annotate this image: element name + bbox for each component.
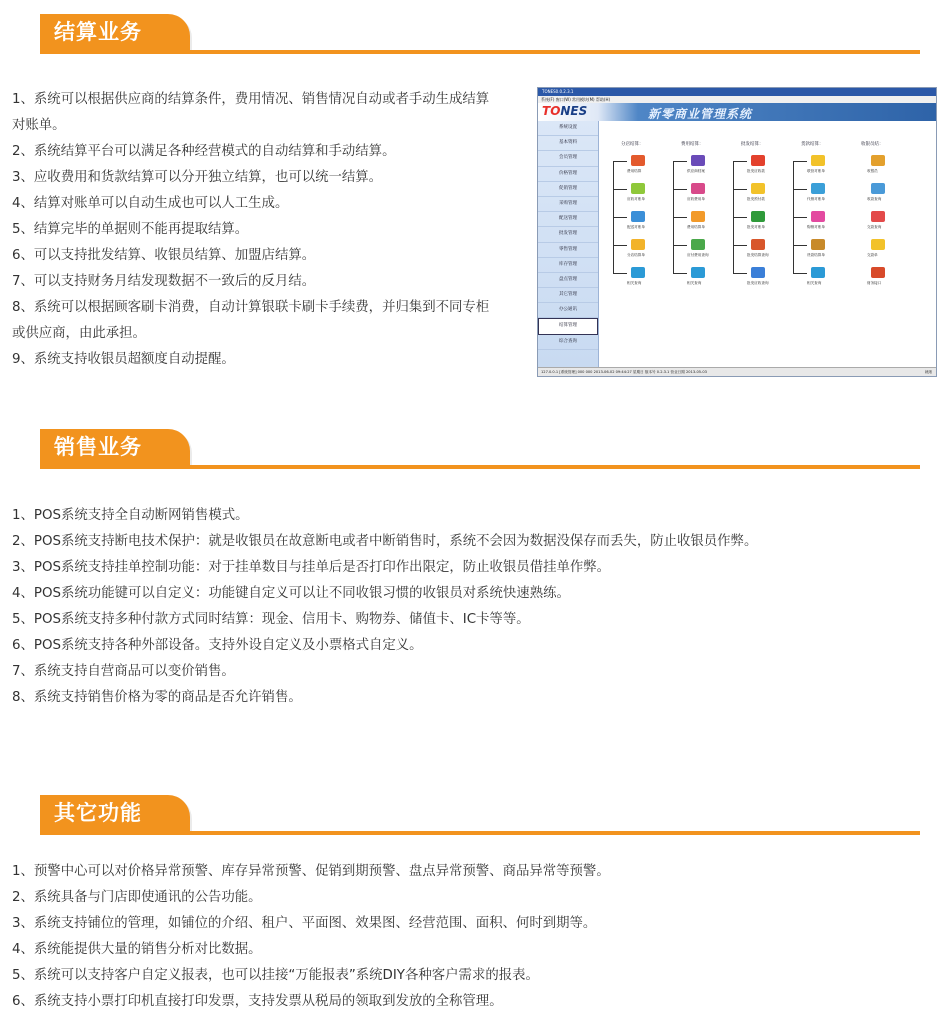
tree-line bbox=[733, 189, 747, 190]
tree-line bbox=[733, 217, 747, 218]
module-label: 供应商档案 bbox=[687, 169, 705, 173]
sidebar-item: 系统设置 bbox=[538, 121, 598, 136]
list-item: 3、系统支持铺位的管理，如铺位的介绍、租户、平面图、效果图、经营范围、面积、何时到期等。 bbox=[12, 916, 597, 931]
tree-line bbox=[793, 245, 807, 246]
module-label: 收银员 bbox=[867, 169, 878, 173]
list-item: 4、系统能提供大量的销售分析对比数据。 bbox=[12, 942, 262, 957]
list-item: 2、系统结算平台可以满足各种经营模式的自动结算和手动结算。 bbox=[12, 144, 396, 159]
module-label: 收款查询 bbox=[867, 197, 882, 201]
tree-line bbox=[733, 161, 747, 162]
module-label: 应收费用单 bbox=[687, 197, 705, 201]
module-icon bbox=[811, 155, 825, 166]
module-icon bbox=[631, 211, 645, 222]
list-item: 7、系统支持自营商品可以变价销售。 bbox=[12, 664, 235, 679]
list-item: 7、可以支持财务月结发现数据不一致后的反月结。 bbox=[12, 274, 316, 289]
section-divider bbox=[40, 831, 920, 835]
list-item: 9、系统支持收银员超额度自动提醒。 bbox=[12, 352, 235, 367]
list-item: 5、结算完毕的单据则不能再提取结算。 bbox=[12, 222, 249, 237]
sidebar-item: 配送管理 bbox=[538, 212, 598, 227]
list-item: 3、POS系统支持挂单控制功能：对于挂单数目与挂单后是否打印作出限定，防止收银员借挂单作弊。 bbox=[12, 560, 611, 575]
section-other bbox=[0, 795, 950, 1009]
sidebar-item: 价格管理 bbox=[538, 167, 598, 182]
sidebar-item: 其它管理 bbox=[538, 288, 598, 303]
window-menu-bar: 系统(F) 窗口(W) 常用模块(M) 帮助(H) bbox=[538, 96, 936, 103]
module-label: 费用结算 bbox=[627, 169, 642, 173]
module-label: 联营对账单 bbox=[807, 169, 825, 173]
module-label: 批发应收款 bbox=[747, 169, 765, 173]
tree-line bbox=[793, 161, 807, 162]
sidebar-item: 结算管理 bbox=[538, 318, 598, 334]
tree-line bbox=[613, 217, 627, 218]
list-item: 2、系统具备与门店即使通讯的公告功能。 bbox=[12, 890, 262, 905]
sidebar-item: 采购管理 bbox=[538, 197, 598, 212]
module-label: 货款结算单 bbox=[807, 253, 825, 257]
module-label: 相关查询 bbox=[807, 281, 822, 285]
module-icon bbox=[751, 211, 765, 222]
section-divider bbox=[40, 465, 920, 469]
list-item: 1、POS系统支持全自动断网销售模式。 bbox=[12, 508, 249, 523]
tree-line bbox=[673, 161, 687, 162]
sidebar-item: 会员管理 bbox=[538, 151, 598, 166]
module-label: 代销对账单 bbox=[807, 197, 825, 201]
tree-line bbox=[673, 217, 687, 218]
tree-line bbox=[613, 273, 627, 274]
module-icon bbox=[691, 183, 705, 194]
module-icon bbox=[751, 267, 765, 278]
module-label: 批发应收查询 bbox=[747, 281, 769, 285]
module-label: 财务接口 bbox=[867, 281, 882, 285]
module-label: 批发对账单 bbox=[747, 225, 765, 229]
module-label: 批发结算查询 bbox=[747, 253, 769, 257]
sidebar-item: 盘点管理 bbox=[538, 273, 598, 288]
module-icon bbox=[811, 211, 825, 222]
list-item: 8、系统支持销售价格为零的商品是否允许销售。 bbox=[12, 690, 302, 705]
column-head: 分店结算： bbox=[621, 142, 644, 147]
module-label: 购销对账单 bbox=[807, 225, 825, 229]
module-label: 应付费用查询 bbox=[687, 253, 709, 257]
tree-line bbox=[733, 245, 747, 246]
list-item: 6、可以支持批发结算、收银员结算、加盟店结算。 bbox=[12, 248, 316, 263]
module-icon bbox=[751, 155, 765, 166]
module-label: 费用结算单 bbox=[687, 225, 705, 229]
module-icon bbox=[691, 155, 705, 166]
sidebar-item: 基本资料 bbox=[538, 136, 598, 151]
module-icon bbox=[751, 183, 765, 194]
module-icon bbox=[871, 155, 885, 166]
module-label: 相关查询 bbox=[627, 281, 642, 285]
list-item: 6、系统支持小票打印机直接打印发票，支持发票从税局的领取到发放的全称管理。 bbox=[12, 994, 503, 1009]
list-item: 5、POS系统支持多种付款方式同时结算：现金、信用卡、购物券、储值卡、IC卡等等。 bbox=[12, 612, 530, 627]
tree-line bbox=[673, 273, 687, 274]
sidebar-item: 批发管理 bbox=[538, 227, 598, 242]
module-icon bbox=[631, 239, 645, 250]
module-icon bbox=[631, 155, 645, 166]
module-icon bbox=[811, 183, 825, 194]
list-item: 4、POS系统功能键可以自定义：功能键自定义可以让不同收银习惯的收银员对系统快速熟练。 bbox=[12, 586, 570, 601]
app-banner bbox=[538, 103, 936, 121]
sidebar-item: 综合查询 bbox=[538, 335, 598, 350]
app-logo: TONES bbox=[542, 104, 588, 118]
section-header bbox=[0, 429, 950, 469]
module-icon bbox=[751, 239, 765, 250]
module-icon bbox=[691, 239, 705, 250]
tree-line bbox=[793, 217, 807, 218]
module-label: 批发预付款 bbox=[747, 197, 765, 201]
section-sales bbox=[0, 429, 950, 705]
section-header bbox=[0, 14, 950, 54]
section-header bbox=[0, 795, 950, 835]
tree-line bbox=[673, 245, 687, 246]
module-label: 应收对账单 bbox=[627, 197, 645, 201]
sidebar-item: 零售管理 bbox=[538, 243, 598, 258]
app-main-panel bbox=[599, 121, 936, 368]
sidebar-item: 促销管理 bbox=[538, 182, 598, 197]
tree-line bbox=[733, 273, 747, 274]
module-icon bbox=[631, 183, 645, 194]
list-item: 2、POS系统支持断电技术保护：就是收银员在故意断电或者中断销售时，系统不会因为数据没保存而丢失，防止收银员作弊。 bbox=[12, 534, 758, 549]
sidebar-item: 办公通讯 bbox=[538, 303, 598, 318]
software-screenshot bbox=[537, 87, 937, 377]
tree-line bbox=[613, 189, 627, 190]
module-label: 相关查询 bbox=[687, 281, 702, 285]
module-icon bbox=[871, 183, 885, 194]
module-label: 交款查询 bbox=[867, 225, 882, 229]
module-icon bbox=[811, 267, 825, 278]
list-item: 8、系统可以根据顾客刷卡消费，自动计算银联卡刷卡手续费，并归集到不同专柜或供应商，由此承担。 bbox=[12, 300, 490, 341]
list-item: 1、系统可以根据供应商的结算条件，费用情况、销售情况自动或者手动生成结算对账单。 bbox=[12, 92, 490, 133]
other-list bbox=[12, 859, 610, 1015]
section-divider bbox=[40, 50, 920, 54]
section-title: 其它功能 bbox=[40, 795, 190, 831]
column-head: 批发结算： bbox=[741, 142, 764, 147]
tree-line bbox=[793, 273, 807, 274]
sales-list bbox=[12, 503, 757, 711]
tree-line bbox=[793, 189, 807, 190]
tree-line bbox=[613, 245, 627, 246]
list-item: 1、预警中心可以对价格异常预警、库存异常预警、促销到期预警、盘点异常预警、商品异常等预警。 bbox=[12, 864, 610, 879]
module-label: 配送对账单 bbox=[627, 225, 645, 229]
column-head: 费用结算： bbox=[681, 142, 704, 147]
module-icon bbox=[631, 267, 645, 278]
window-title-bar: TONES0.0.2.3.1 bbox=[538, 88, 936, 96]
settlement-list bbox=[12, 87, 492, 373]
section-title: 销售业务 bbox=[40, 429, 190, 465]
tree-line bbox=[613, 161, 627, 162]
tree-line bbox=[673, 189, 687, 190]
list-item: 6、POS系统支持各种外部设备。支持外设自定义及小票格式自定义。 bbox=[12, 638, 423, 653]
module-icon bbox=[811, 239, 825, 250]
module-icon bbox=[871, 239, 885, 250]
column-head: 货款结算： bbox=[801, 142, 824, 147]
module-label: 分店结算单 bbox=[627, 253, 645, 257]
module-icon bbox=[871, 267, 885, 278]
module-icon bbox=[691, 211, 705, 222]
app-status-bar: 127.0.0.1 [系统管理] 000 000 2013-06-02 09:44:27 星期日 版本号 0.2.3.1 营业日期 2013-05-03 就绪 bbox=[538, 367, 936, 376]
list-item: 5、系统可以支持客户自定义报表，也可以挂接“万能报表”系统DIY各种客户需求的报表。 bbox=[12, 968, 539, 983]
module-icon bbox=[691, 267, 705, 278]
app-sidebar bbox=[538, 121, 599, 368]
column-head: 收银员结： bbox=[861, 142, 884, 147]
section-title: 结算业务 bbox=[40, 14, 190, 50]
module-icon bbox=[871, 211, 885, 222]
app-name: 新零商业管理系统 bbox=[648, 107, 753, 121]
module-label: 交款单 bbox=[867, 253, 878, 257]
list-item: 4、结算对账单可以自动生成也可以人工生成。 bbox=[12, 196, 289, 211]
list-item: 3、应收费用和货款结算可以分开独立结算，也可以统一结算。 bbox=[12, 170, 383, 185]
sidebar-item: 库存管理 bbox=[538, 258, 598, 273]
